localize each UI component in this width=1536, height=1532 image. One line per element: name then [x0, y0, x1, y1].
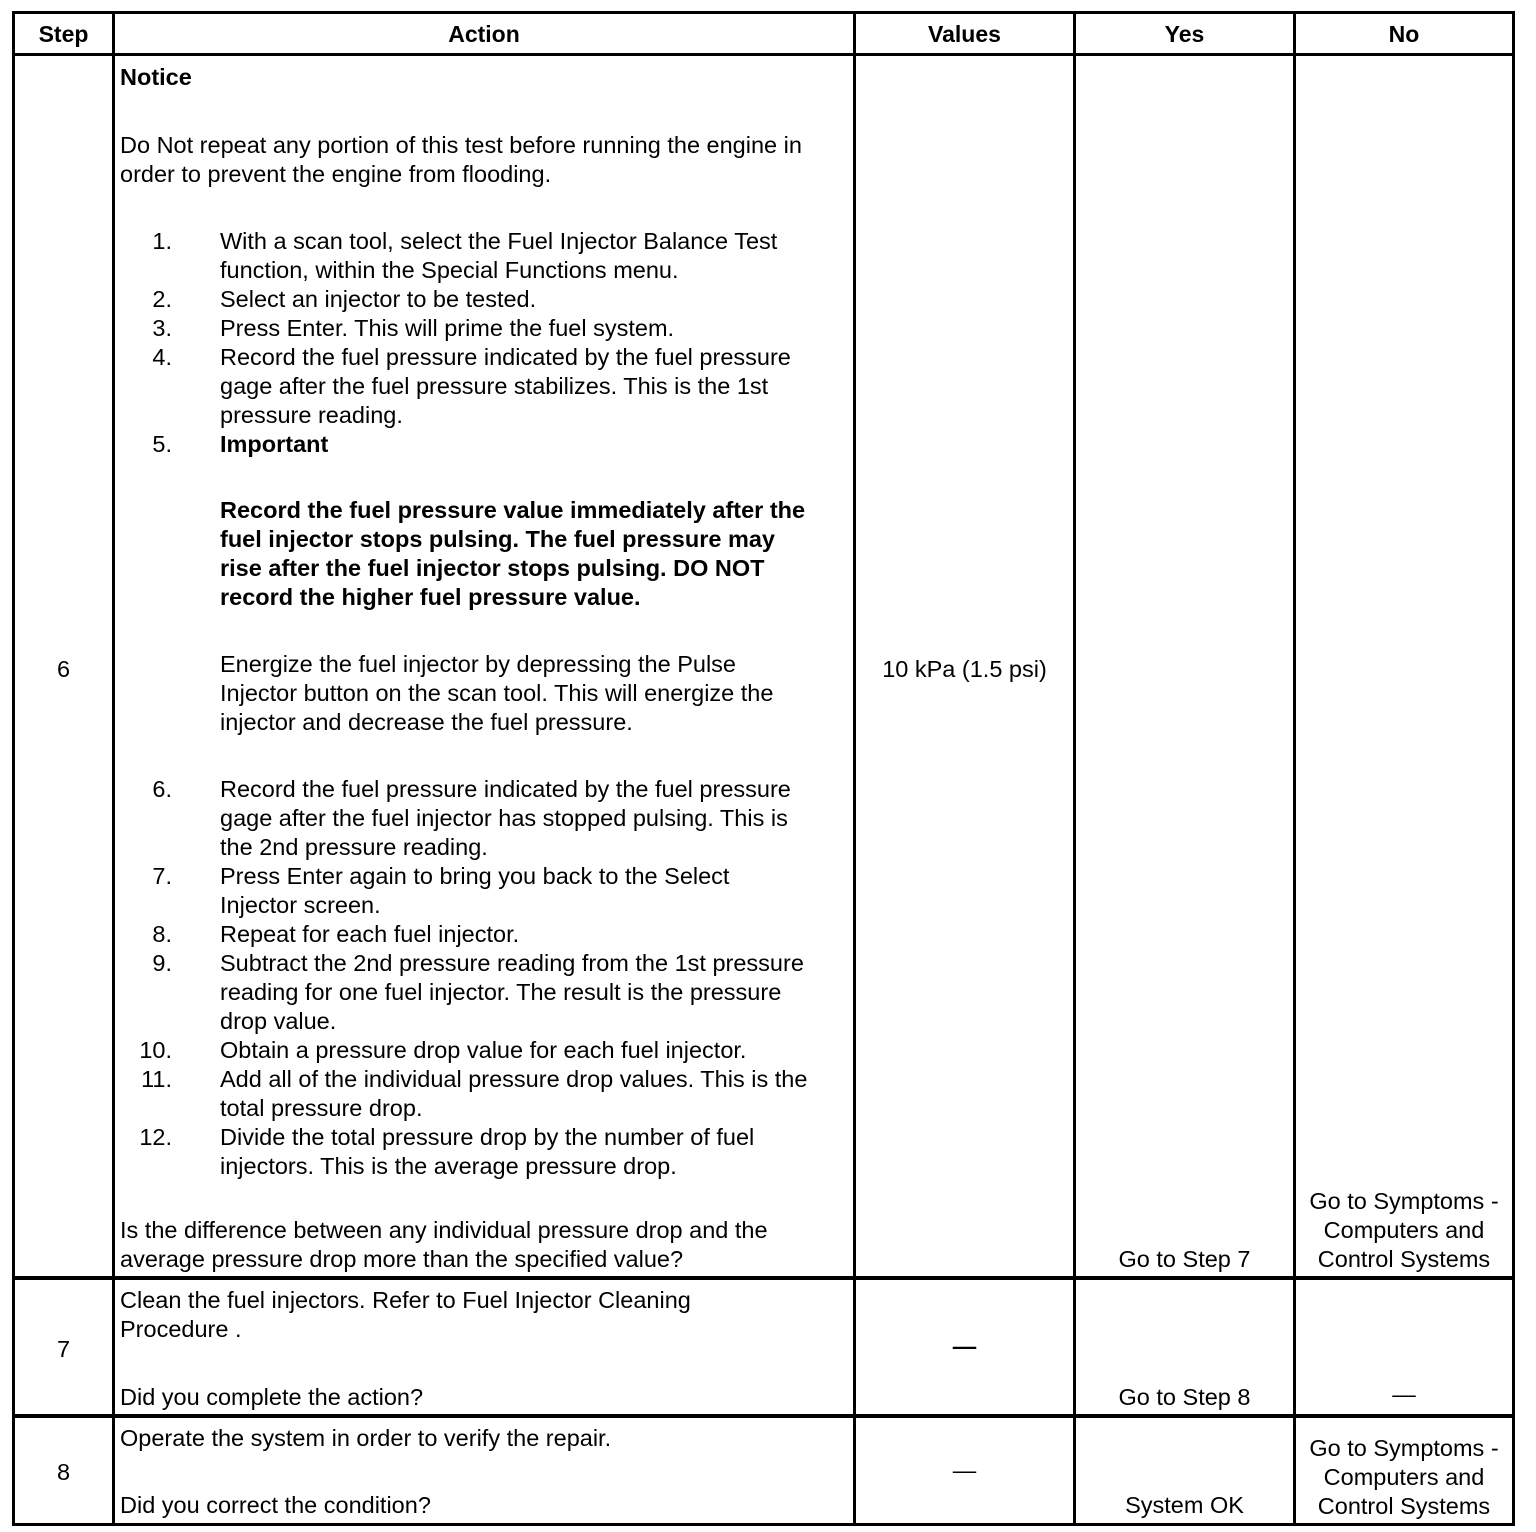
spec-value: 10 kPa (1.5 psi)	[882, 656, 1047, 682]
list-item	[119, 285, 854, 314]
list-item	[119, 227, 854, 285]
diagnostic-table	[12, 11, 1515, 1526]
list-line: Press Enter. This will prime the fuel system.	[220, 315, 675, 341]
procedure-list	[119, 775, 854, 1181]
list-line: the 2nd pressure reading.	[220, 834, 488, 860]
question-text: Is the difference between any individual pressure drop and the	[120, 1217, 768, 1243]
list-text	[220, 314, 850, 343]
list-line: gage after the fuel pressure stabilizes. This is the 1st	[220, 373, 769, 399]
list-item	[119, 862, 854, 920]
list-line: Record the fuel pressure indicated by the fuel pressure	[220, 776, 791, 802]
list-line: Record the fuel pressure indicated by the fuel pressure	[220, 344, 791, 370]
step-number: 8	[56, 1459, 71, 1485]
list-line: Injector screen.	[220, 892, 381, 918]
no-value: —	[1392, 1381, 1416, 1407]
list-line: reading for one fuel injector. The result is the pressure	[220, 979, 782, 1005]
list-item	[119, 343, 854, 430]
list-line: Obtain a pressure drop value for each fuel injector.	[220, 1037, 747, 1063]
list-line: function, within the Special Functions menu.	[220, 257, 679, 283]
step-number: 6	[56, 656, 71, 682]
row-divider	[15, 53, 1512, 56]
column-divider	[1293, 14, 1296, 1523]
question-text: Did you correct the condition?	[120, 1492, 431, 1518]
list-item	[119, 775, 854, 862]
yes-link[interactable]: Go to Step 7	[1118, 1246, 1251, 1272]
list-text	[220, 430, 850, 459]
action-text: Procedure .	[120, 1316, 242, 1342]
list-number: 2.	[152, 286, 172, 312]
notice-label: Notice	[120, 64, 192, 90]
column-divider	[112, 14, 115, 1523]
no-link[interactable]: Go to Symptoms - Computers and Control Systems	[1309, 1435, 1499, 1519]
list-number: 10.	[139, 1037, 172, 1063]
procedure-list	[119, 227, 854, 459]
yes-link[interactable]: System OK	[1125, 1492, 1244, 1518]
list-text	[220, 920, 850, 949]
list-item	[119, 949, 854, 1036]
list-line: pressure reading.	[220, 402, 403, 428]
list-number: 11.	[141, 1066, 172, 1092]
column-divider	[1073, 14, 1076, 1523]
list-line: With a scan tool, select the Fuel Injector Balance Test	[220, 228, 778, 254]
list-text	[220, 775, 850, 862]
list-line: Divide the total pressure drop by the number of fuel	[220, 1124, 755, 1150]
list-line: gage after the fuel injector has stopped pulsing. This is	[220, 805, 788, 831]
list-line: Add all of the individual pressure drop values. This is the	[220, 1066, 808, 1092]
list-item	[119, 1065, 854, 1123]
yes-link[interactable]: Go to Step 8	[1118, 1384, 1251, 1410]
list-line: Press Enter again to bring you back to the Select	[220, 863, 730, 889]
header-values: Values	[928, 21, 1001, 47]
list-item	[119, 430, 854, 459]
energize-text: Energize the fuel injector by depressing the Pulse Injector button on the scan tool. This will energize the injector and decrease the fuel pressure.	[220, 651, 774, 735]
list-text	[220, 285, 850, 314]
row-divider	[15, 1276, 1512, 1280]
no-link[interactable]: Go to Symptoms - Computers and Control Systems	[1309, 1188, 1499, 1272]
list-item	[119, 1036, 854, 1065]
list-number: 4.	[152, 344, 172, 370]
list-number: 7.	[152, 863, 172, 889]
header-action: Action	[448, 21, 520, 47]
list-item	[119, 314, 854, 343]
list-number: 1.	[152, 228, 172, 254]
notice-text: order to prevent the engine from flooding.	[120, 161, 552, 187]
list-number: 8.	[152, 921, 172, 947]
list-text	[220, 1123, 850, 1181]
spec-value: —	[952, 1333, 977, 1359]
step-number: 7	[56, 1336, 71, 1362]
list-line: Subtract the 2nd pressure reading from the 1st pressure	[220, 950, 804, 976]
list-number: 12.	[139, 1124, 172, 1150]
list-line: drop value.	[220, 1008, 337, 1034]
list-line: Select an injector to be tested.	[220, 286, 537, 312]
list-number: 6.	[152, 776, 172, 802]
list-line: total pressure drop.	[220, 1095, 423, 1121]
list-line: Repeat for each fuel injector.	[220, 921, 520, 947]
header-yes: Yes	[1164, 21, 1205, 47]
row-divider	[15, 1414, 1512, 1418]
important-text: Record the fuel pressure value immediately after the fuel injector stops pulsing. The fuel pressure may rise after the fuel injector stops pulsing. DO NOT record the higher fuel pressure value.	[220, 497, 806, 610]
list-item	[119, 920, 854, 949]
list-text	[220, 949, 850, 1036]
notice-text: Do Not repeat any portion of this test before running the engine in	[120, 132, 802, 158]
list-item	[119, 1123, 854, 1181]
list-line: injectors. This is the average pressure drop.	[220, 1153, 677, 1179]
list-text	[220, 343, 850, 430]
spec-value: —	[952, 1457, 977, 1483]
important-label: Important	[220, 431, 329, 457]
list-number: 9.	[152, 950, 172, 976]
list-number: 3.	[152, 315, 172, 341]
list-text	[220, 1065, 850, 1123]
header-no: No	[1388, 21, 1420, 47]
list-text	[220, 227, 850, 285]
question-text: average pressure drop more than the specified value?	[120, 1246, 684, 1272]
list-number: 5.	[152, 431, 172, 457]
list-text	[220, 862, 850, 920]
action-text: Operate the system in order to verify the repair.	[120, 1425, 612, 1451]
question-text: Did you complete the action?	[120, 1384, 424, 1410]
list-text	[220, 1036, 850, 1065]
action-text: Clean the fuel injectors. Refer to Fuel Injector Cleaning	[120, 1287, 691, 1313]
header-step: Step	[38, 21, 89, 47]
